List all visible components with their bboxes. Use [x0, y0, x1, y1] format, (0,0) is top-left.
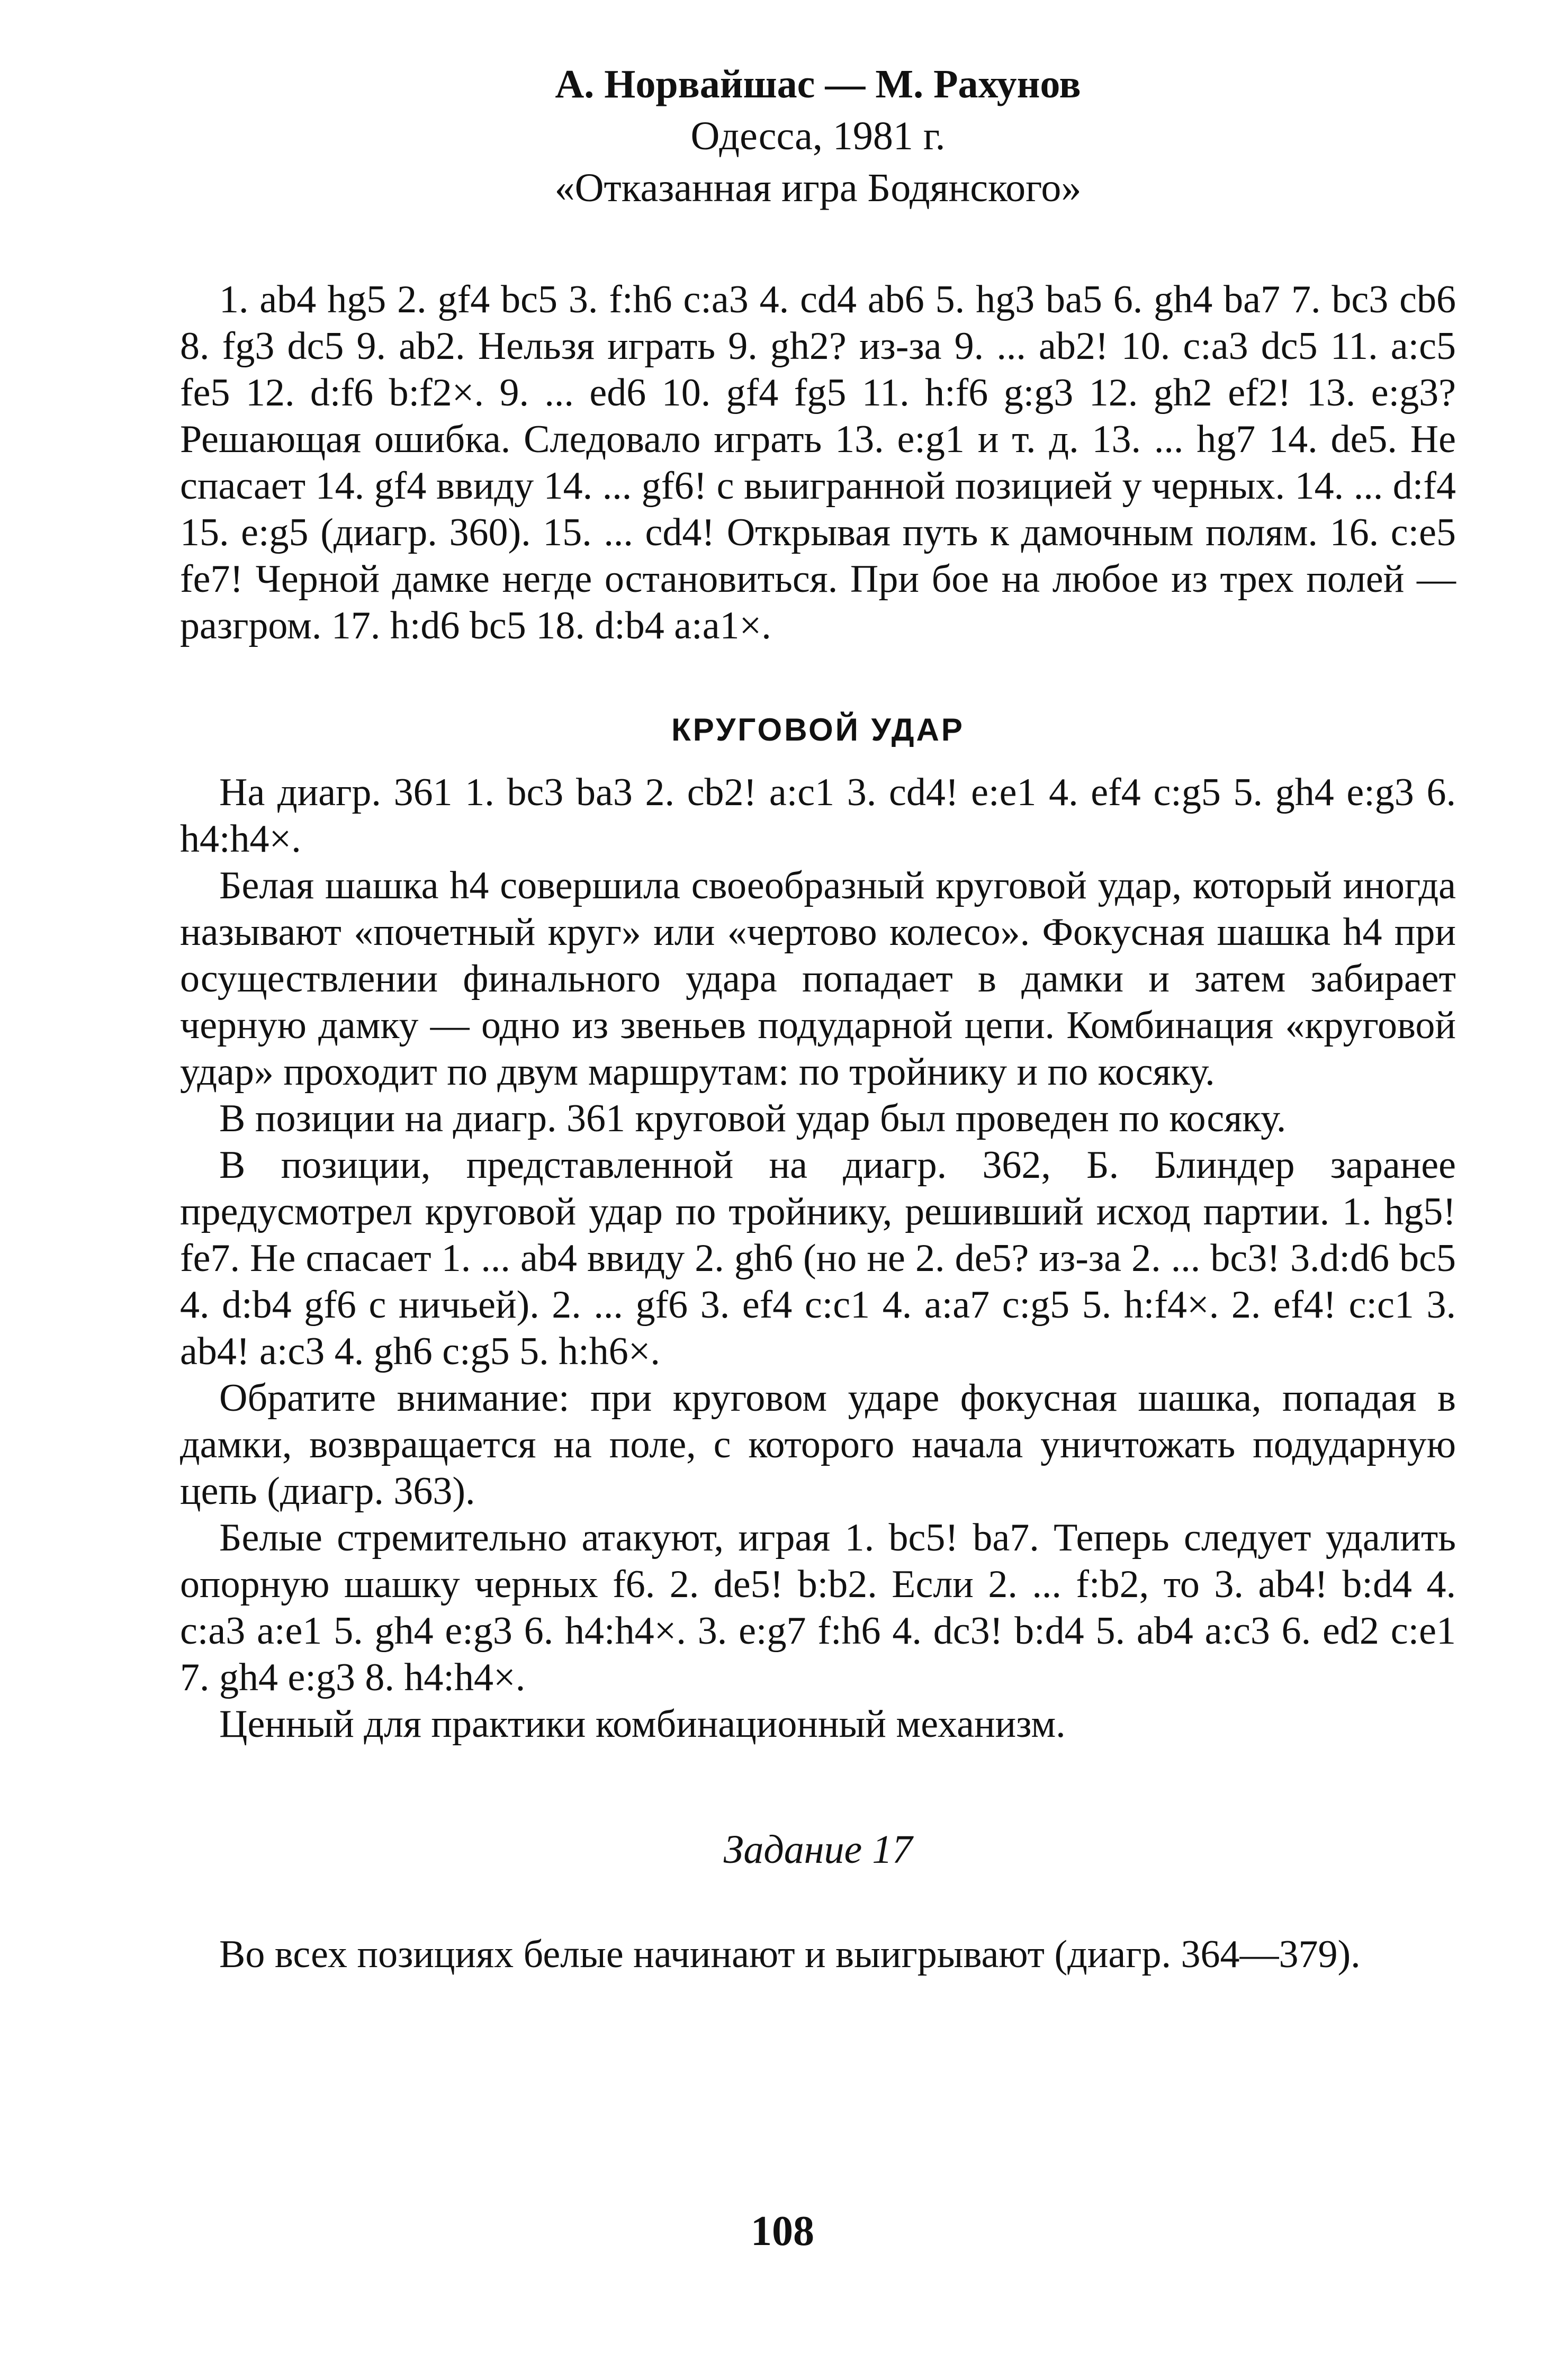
place-line: Одесса, 1981 г. — [690, 114, 946, 158]
paragraph-attack: Белые стремительно атакуют, играя 1. bc5! ba7. Теперь следует удалить опорную шашку черных f6. 2. de5! b:b2. Если 2. ... f:b2, то 3. ab4! b:d4 4. c:a3 a:e1 5. gh4 e:g3 6. h4:h4×. 3. e:g7 f:h6 4. dc3! b:d4 5. ab4 a:c3 6. ed2 c:e1 7. gh4 e:g3 8. h4:h4×. — [180, 1516, 1456, 1699]
task-title: Задание 17 — [723, 1827, 913, 1872]
paragraph-blinder: В позиции, представленной на диагр. 362, Б. Блиндер заранее предусмотрел круговой удар по тройнику, решивший исход партии. 1. hg5! fe7. Не спасает 1. ... ab4 ввиду 2. gh6 (но не 2. de5? из-за 2. ... bc3! 3.d:d6 bc5 4. d:b4 gf6 с ничьей). 2. ... gf6 3. ef4 c:c1 4. a:a7 c:g5 5. h:f4×. 2. ef4! c:c1 3. ab4! a:c3 4. gh6 c:g5 5. h:h6×. — [180, 1143, 1456, 1373]
page-content — [180, 58, 1456, 1978]
section-title: КРУГОВОЙ УДАР — [671, 712, 965, 747]
opening-line: «Отказанная игра Бодянского» — [554, 166, 1082, 210]
game-header — [180, 58, 1456, 214]
paragraph-mechanism: Ценный для практики комбинационный механизм. — [219, 1702, 1066, 1746]
page-number: 108 — [751, 2208, 814, 2255]
game-moves: 1. ab4 hg5 2. gf4 bc5 3. f:h6 c:a3 4. cd4 ab6 5. hg3 ba5 6. gh4 ba7 7. bc3 cb6 8. fg3 dc5 9. ab2. Нельзя играть 9. gh2? из-за 9. ... ab2! 10. c:a3 dc5 11. a:c5 fe5 12. d:f6 b:f2×. 9. ... ed6 10. gf4 fg5 11. h:f6 g:g3 12. gh2 ef2! 13. e:g3? Решающая ошибка. Следовало играть 13. e:g1 и т. д. 13. ... hg7 14. de5. Не спасает 14. gf4 ввиду 14. ... gf6! с выигранной позицией у черных. 14. ... d:f4 15. e:g5 (диагр. 360). 15. ... cd4! Открывая путь к дамочным полям. 16. c:e5 fe7! Черной дамке негде остановиться. При бое на любое из трех полей — разгром. 17. h:d6 bc5 18. d:b4 a:a1×. — [180, 278, 1456, 647]
paragraph-diagram-361: На диагр. 361 1. bc3 ba3 2. cb2! a:c1 3. cd4! e:e1 4. ef4 c:g5 5. gh4 e:g3 6. h4:h4×. — [180, 771, 1456, 861]
paragraph-kosyak: В позиции на диагр. 361 круговой удар был проведен по косяку. — [219, 1097, 1287, 1140]
task-text: Во всех позициях белые начинают и выигрывают (диагр. 364—379). — [219, 1933, 1361, 1976]
players-line: А. Норвайшас — М. Рахунов — [555, 62, 1081, 106]
paragraph-attention: Обратите внимание: при круговом ударе фокусная шашка, попадая в дамки, возвращается на поле, с которого начала уничтожать подударную цепь (диагр. 363). — [180, 1376, 1456, 1513]
paragraph-circular-strike: Белая шашка h4 совершила своеобразный круговой удар, который иногда называют «почетный круг» или «чертово колесо». Фокусная шашка h4 при осуществлении финального удара попадает в дамки и затем забирает черную дамку — одно из звеньев подударной цепи. Комбинация «круговой удар» проходит по двум маршрутам: по тройнику и по косяку. — [180, 864, 1456, 1094]
